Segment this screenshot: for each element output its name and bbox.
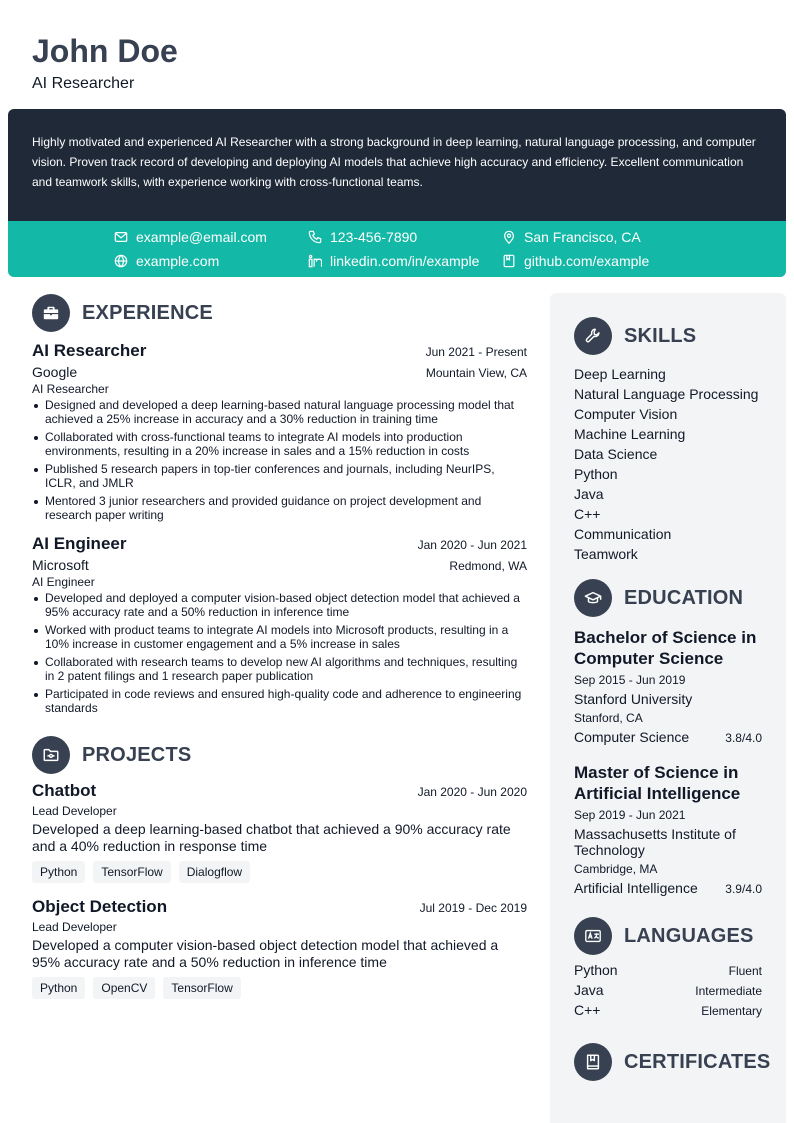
contact-bar bbox=[8, 221, 786, 277]
project-description: Developed a deep learning-based chatbot that achieved a 90% accuracy rate and a 40% reduction in response time bbox=[32, 821, 511, 854]
language-level: Fluent bbox=[728, 964, 762, 978]
mail-icon bbox=[114, 230, 128, 244]
tag: TensorFlow bbox=[93, 861, 170, 883]
github-text: github.com/example bbox=[524, 253, 650, 269]
tag: Python bbox=[32, 861, 85, 883]
education-heading bbox=[574, 578, 762, 618]
contact-email[interactable] bbox=[114, 227, 267, 247]
bullet-item: Designed and developed a deep learning-based natural language processing model that achieved a 25% increase in accuracy and a 30% reduction in training time bbox=[32, 398, 527, 426]
job-dates: Jun 2021 - Present bbox=[425, 345, 527, 359]
tag: Python bbox=[32, 977, 85, 999]
project-dates: Jan 2020 - Jun 2020 bbox=[417, 785, 527, 799]
person-name: John Doe bbox=[32, 33, 178, 69]
main-column bbox=[32, 293, 527, 999]
job-location: Mountain View, CA bbox=[425, 366, 527, 380]
projects-heading bbox=[32, 735, 527, 775]
section-title: LANGUAGES bbox=[624, 924, 754, 947]
section-title: PROJECTS bbox=[82, 743, 192, 766]
education-location: Cambridge, MA bbox=[574, 862, 658, 876]
certificate-book-icon bbox=[574, 1043, 612, 1081]
skill-item: C++ bbox=[574, 506, 601, 522]
tag: Dialogflow bbox=[179, 861, 250, 883]
education-dates: Sep 2015 - Jun 2019 bbox=[574, 673, 686, 687]
project-item bbox=[32, 897, 527, 999]
field-of-study: Artificial Intelligence bbox=[574, 880, 698, 896]
school: Stanford University bbox=[574, 691, 693, 707]
skill-item: Data Science bbox=[574, 446, 658, 462]
certificates-heading bbox=[574, 1042, 771, 1082]
skills-heading bbox=[574, 316, 762, 356]
language-item bbox=[574, 962, 762, 982]
project-dates: Jul 2019 - Dec 2019 bbox=[419, 901, 527, 915]
briefcase-icon bbox=[32, 294, 70, 332]
section-title: SKILLS bbox=[624, 324, 697, 347]
folder-icon bbox=[32, 736, 70, 774]
location-text: San Francisco, CA bbox=[524, 229, 641, 245]
email-text: example@email.com bbox=[136, 229, 267, 245]
bullet-item: Published 5 research papers in top-tier conferences and journals, including NeurIPS, ICLR, and JMLR bbox=[32, 462, 527, 490]
skill-item: Communication bbox=[574, 526, 672, 542]
contact-github[interactable] bbox=[502, 251, 649, 271]
bullet-item: Mentored 3 junior researchers and provided guidance on project development and research paper writing bbox=[32, 494, 527, 522]
job-bullets bbox=[32, 398, 527, 522]
language-item bbox=[574, 1002, 762, 1022]
project-role: Lead Developer bbox=[32, 920, 117, 934]
tag-list bbox=[32, 977, 527, 999]
section-title: EDUCATION bbox=[624, 586, 744, 609]
section-title: EXPERIENCE bbox=[82, 301, 213, 324]
experience-heading bbox=[32, 293, 527, 333]
education-item bbox=[574, 627, 762, 745]
wrench-icon bbox=[574, 317, 612, 355]
gpa: 3.8/4.0 bbox=[725, 731, 762, 745]
degree: Bachelor of Science in Computer Science bbox=[574, 628, 757, 668]
contact-phone[interactable] bbox=[308, 227, 417, 247]
contact-location bbox=[502, 227, 641, 247]
skill-item: Computer Vision bbox=[574, 406, 678, 422]
phone-icon bbox=[308, 230, 322, 244]
contact-linkedin[interactable] bbox=[308, 251, 479, 271]
job-title: AI Researcher bbox=[32, 341, 147, 360]
sidebar bbox=[550, 293, 786, 1123]
person-title: AI Researcher bbox=[32, 75, 135, 92]
section-title: CERTIFICATES bbox=[624, 1050, 771, 1073]
language-level: Elementary bbox=[701, 1004, 762, 1018]
education-dates: Sep 2019 - Jun 2021 bbox=[574, 808, 686, 822]
gpa: 3.9/4.0 bbox=[725, 882, 762, 896]
bullet-item: Participated in code reviews and ensured high-quality code and adherence to engineering standards bbox=[32, 687, 527, 715]
job-dates: Jan 2020 - Jun 2021 bbox=[417, 538, 527, 552]
languages-heading bbox=[574, 916, 762, 956]
experience-item bbox=[32, 341, 527, 522]
globe-icon bbox=[114, 254, 128, 268]
company-name: Google bbox=[32, 364, 78, 380]
skill-item: Machine Learning bbox=[574, 426, 686, 442]
map-pin-icon bbox=[502, 230, 516, 244]
project-title: Chatbot bbox=[32, 781, 97, 800]
skill-item: Deep Learning bbox=[574, 366, 666, 382]
bullet-item: Developed and deployed a computer vision-based object detection model that achieved a 95% accuracy rate and a 50% reduction in inference time bbox=[32, 591, 527, 619]
resume-header bbox=[32, 33, 178, 93]
graduation-cap-icon bbox=[574, 579, 612, 617]
job-title: AI Engineer bbox=[32, 534, 127, 553]
languages-list bbox=[574, 962, 762, 1022]
job-bullets bbox=[32, 591, 527, 715]
bullet-item: Collaborated with cross-functional teams to integrate AI models into production environments, resulting in a 20% increase in sales and a 15% reduction in costs bbox=[32, 430, 527, 458]
skill-item: Natural Language Processing bbox=[574, 386, 759, 402]
linkedin-icon bbox=[308, 254, 322, 268]
bullet-item: Collaborated with research teams to develop new AI algorithms and techniques, resulting in 2 patent filings and 1 research paper publication bbox=[32, 655, 527, 683]
contact-website[interactable] bbox=[114, 251, 219, 271]
book-icon bbox=[502, 254, 516, 268]
job-location: Redmond, WA bbox=[449, 559, 527, 573]
school: Massachusetts Institute of Technology bbox=[574, 826, 736, 858]
tag: TensorFlow bbox=[163, 977, 240, 999]
job-role: AI Researcher bbox=[32, 382, 109, 396]
project-item bbox=[32, 781, 527, 883]
linkedin-text: linkedin.com/in/example bbox=[330, 253, 480, 269]
education-item bbox=[574, 762, 762, 896]
tag: OpenCV bbox=[93, 977, 155, 999]
language-name: Java bbox=[574, 982, 604, 998]
job-role: AI Engineer bbox=[32, 575, 95, 589]
project-role: Lead Developer bbox=[32, 804, 117, 818]
language-name: Python bbox=[574, 962, 618, 978]
language-name: C++ bbox=[574, 1002, 601, 1018]
skill-item: Teamwork bbox=[574, 546, 638, 562]
experience-item bbox=[32, 534, 527, 715]
summary-text: Highly motivated and experienced AI Researcher with a strong background in deep learning, natural language processing, and computer vision. Proven track record of developing and deploying AI models that achieve high accuracy and efficiency. Excellent communication and teamwork skills, with experience working with cross-functional teams. bbox=[32, 135, 756, 189]
tag-list bbox=[32, 861, 527, 883]
skill-item: Java bbox=[574, 486, 604, 502]
education-location: Stanford, CA bbox=[574, 711, 643, 725]
company-name: Microsoft bbox=[32, 557, 89, 573]
language-item bbox=[574, 982, 762, 1002]
field-of-study: Computer Science bbox=[574, 729, 690, 745]
website-text: example.com bbox=[136, 253, 220, 269]
bullet-item: Worked with product teams to integrate AI models into Microsoft products, resulting in a 10% increase in customer engagement and a 5% increase in sales bbox=[32, 623, 527, 651]
project-title: Object Detection bbox=[32, 897, 168, 916]
degree: Master of Science in Artificial Intelligence bbox=[574, 763, 741, 803]
skill-item: Python bbox=[574, 466, 618, 482]
summary-block bbox=[8, 109, 786, 221]
project-description: Developed a computer vision-based object detection model that achieved a 95% accuracy rate and a 50% reduction in inference time bbox=[32, 937, 499, 970]
language-level: Intermediate bbox=[695, 984, 762, 998]
translate-icon bbox=[574, 917, 612, 955]
phone-text: 123-456-7890 bbox=[330, 229, 418, 245]
skills-list bbox=[574, 364, 762, 564]
